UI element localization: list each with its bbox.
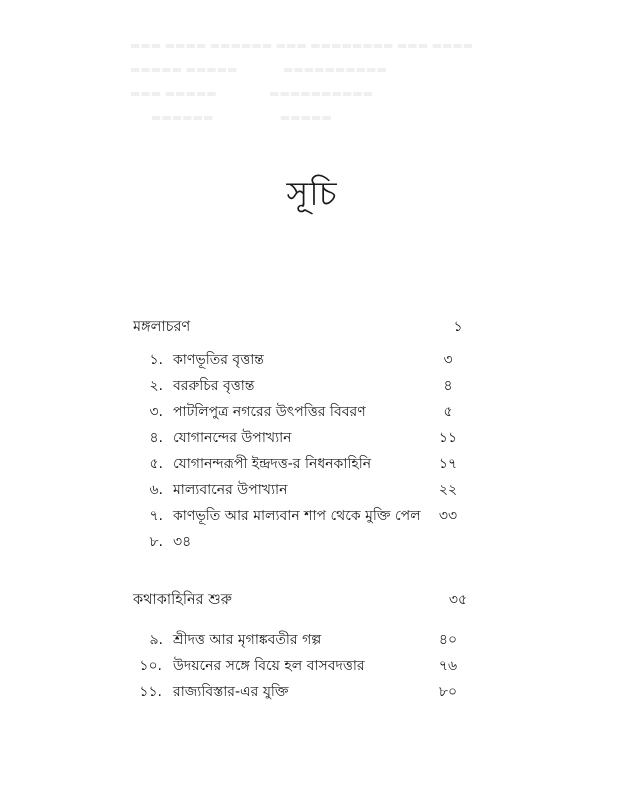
entry-page: ৭৬	[438, 658, 458, 674]
toc-entry[interactable]	[0, 426, 624, 450]
toc-entry[interactable]	[0, 654, 624, 678]
entry-label: ৩৪	[173, 534, 192, 550]
entry-number: ৮.	[149, 534, 163, 550]
entry-page: ৮০	[438, 684, 458, 700]
entry-number: ৩.	[149, 404, 163, 420]
toc-entry[interactable]	[0, 348, 624, 372]
entry-page: ২২	[438, 482, 458, 498]
section-page: ১	[453, 319, 463, 335]
entry-page: ১৭	[438, 456, 458, 472]
entry-number: ৪.	[149, 430, 163, 446]
toc-entry[interactable]	[0, 504, 624, 528]
entry-page: ৫	[443, 404, 453, 420]
page-title: সূচি	[286, 174, 338, 213]
entry-number: ২.	[149, 378, 163, 394]
entry-number: ১১.	[139, 684, 162, 700]
entry-label: উদয়নের সঙ্গে বিয়ে হল বাসবদত্তার	[173, 658, 365, 674]
entry-label: বররুচির বৃত্তান্ত	[173, 378, 255, 394]
toc-entry[interactable]	[0, 530, 624, 554]
section-page: ৩৫	[448, 592, 468, 608]
entry-label: যোগানন্দের উপাখ্যান	[173, 430, 292, 446]
entry-number: ৬.	[149, 482, 163, 498]
toc-entry[interactable]	[0, 628, 624, 652]
bleed-through-text: ▬▬▬ ▬▬▬▬ ▬▬▬▬▬▬ ▬▬▬ ▬▬▬▬▬▬▬▬ ▬▬▬ ▬▬▬▬ ▬▬▬▬▬ ▬▬▬▬▬ ▬▬▬▬▬▬▬▬▬▬ ▬▬▬ ▬▬▬▬▬ ▬▬▬▬▬▬▬▬▬▬ ▬▬▬▬▬▬ ▬▬▬▬▬	[130, 39, 474, 124]
entry-label: মাল্যবানের উপাখ্যান	[173, 482, 288, 498]
toc-section-heading[interactable]	[0, 315, 624, 339]
entry-label: শ্রীদত্ত আর মৃগাঙ্কবতীর গল্প	[173, 632, 322, 648]
entry-label: কাণভূতির বৃত্তান্ত	[173, 352, 264, 368]
entry-number: ১.	[149, 352, 163, 368]
toc-entry[interactable]	[0, 374, 624, 398]
section-label: মঙ্গলাচরণ	[133, 319, 191, 335]
section-label: কথাকাহিনির শুরু	[133, 592, 232, 608]
entry-label: কাণভূতি আর মাল্যবান শাপ থেকে মুক্তি পেল	[173, 508, 421, 524]
entry-page: ৩৩	[438, 508, 458, 524]
entry-number: ৫.	[149, 456, 163, 472]
entry-page: ১১	[438, 430, 458, 446]
toc-entry[interactable]	[0, 478, 624, 502]
entry-page: ৩	[443, 352, 453, 368]
entry-number: ১০.	[139, 658, 162, 674]
entry-label: যোগানন্দরূপী ইন্দ্রদত্ত-র নিধনকাহিনি	[173, 456, 372, 472]
entry-page: ৪	[443, 378, 453, 394]
toc-section-heading[interactable]	[0, 588, 624, 612]
entry-number: ৯.	[149, 632, 163, 648]
entry-label: রাজ্যবিস্তার-এর যুক্তি	[173, 684, 289, 700]
entry-label: পাটলিপুত্র নগরের উৎপত্তির বিবরণ	[173, 404, 366, 420]
entry-page: ৪০	[438, 632, 458, 648]
toc-entry[interactable]	[0, 400, 624, 424]
toc-entry[interactable]	[0, 680, 624, 704]
toc-entry[interactable]	[0, 452, 624, 476]
entry-number: ৭.	[149, 508, 163, 524]
